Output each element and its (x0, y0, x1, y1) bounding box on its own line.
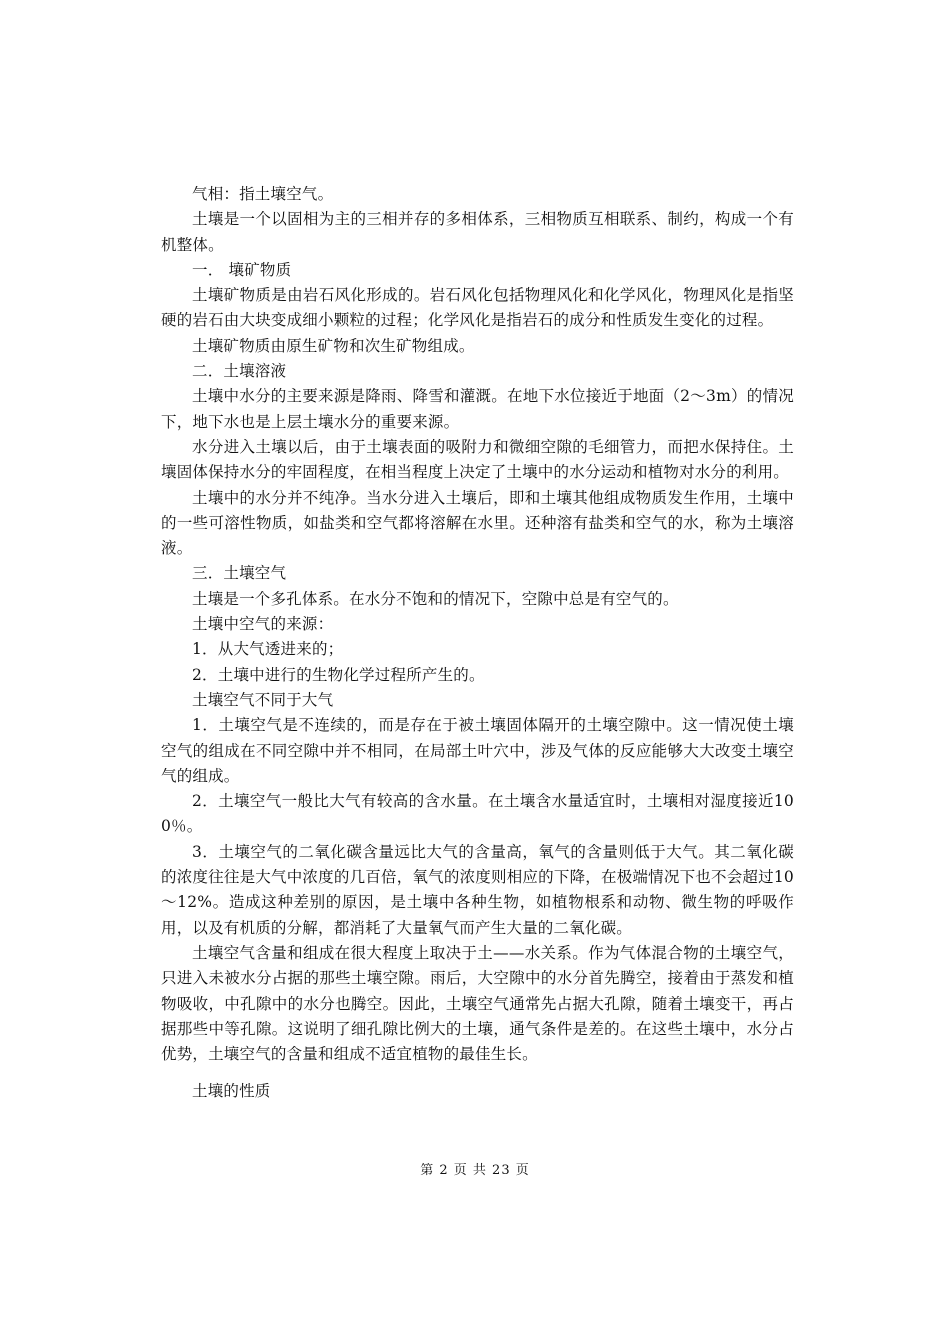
page-indicator: 第 2 页 共 23 页 (420, 1163, 530, 1178)
heading-soil-air: 三．土壤空气 (192, 564, 287, 583)
heading-soil-solution: 二．土壤溶液 (192, 362, 287, 381)
paragraph-porous-system: 土壤是一个多孔体系。在水分不饱和的情况下，空隙中总是有空气的。 (192, 589, 679, 608)
heading-soil-minerals: 一． 壤矿物质 (192, 260, 292, 279)
document-body (161, 182, 794, 1105)
paragraph-soil-water-relation: 土壤空气含量和组成在很大程度上取决于土——水关系。作为气体混合物的土壤空气，只进入未被水分占据的那些土壤空隙。雨后，大空隙中的水分首先腾空，接着由于蒸发和植物吸收，中孔隙中的水分也腾空。因此，土壤空气通常先占据大孔隙，随着土壤变干，再占据那些中等孔隙。这说明了细孔隙比例大的土壤，通气条件是差的。在这些土壤中，水分占优势，土壤空气的含量和组成不适宜植物的最佳生长。 (161, 943, 794, 1064)
list-item-difference-2: 2．土壤空气一般比大气有较高的含水量。在土壤含水量适宜时，土壤相对湿度接近100％。 (161, 792, 794, 836)
paragraph-mineral-composition: 土壤矿物质由原生矿物和次生矿物组成。 (192, 336, 475, 355)
heading-air-differences: 土壤空气不同于大气 (192, 690, 334, 709)
heading-soil-properties: 土壤的性质 (192, 1082, 271, 1101)
paragraph-water-sources: 土壤中水分的主要来源是降雨、降雪和灌溉。在地下水位接近于地面（2～3m）的情况下，地下水也是上层土壤水分的重要来源。 (161, 387, 794, 431)
paragraph-air-sources-intro: 土壤中空气的来源： (192, 615, 334, 634)
list-item-air-source-1: 1．从大气透进来的； (192, 640, 344, 659)
paragraph-weathering: 土壤矿物质是由岩石风化形成的。岩石风化包括物理风化和化学风化，物理风化是指坚硬的岩石由大块变成细小颗粒的过程；化学风化是指岩石的成分和性质发生变化的过程。 (161, 286, 794, 330)
paragraph-gas-phase: 气相：指土壤空气。 (192, 185, 334, 203)
paragraph-soil-solution-definition: 土壤中的水分并不纯净。当水分进入土壤后，即和土壤其他组成物质发生作用，土壤中的一些可溶性物质，如盐类和空气都将溶解在水里。还种溶有盐类和空气的水，称为土壤溶液。 (161, 488, 794, 558)
paragraph-water-retention: 水分进入土壤以后，由于土壤表面的吸附力和微细空隙的毛细管力，而把水保持住。土壤固体保持水分的牢固程度，在相当程度上决定了土壤中的水分运动和植物对水分的利用。 (161, 437, 794, 482)
list-item-air-source-2: 2．土壤中进行的生物化学过程所产生的。 (192, 665, 485, 684)
section-gap (161, 1067, 794, 1079)
list-item-difference-1: 1．土壤空气是不连续的，而是存在于被土壤固体隔开的土壤空隙中。这一情况使土壤空气的组成在不同空隙中并不相同，在局部土叶穴中，涉及气体的反应能够大大改变土壤空气的组成。 (161, 716, 794, 785)
paragraph-soil-system: 土壤是一个以固相为主的三相并存的多相体系，三相物质互相联系、制约，构成一个有机整体。 (161, 210, 794, 254)
list-item-difference-3: 3．土壤空气的二氧化碳含量远比大气的含量高，氧气的含量则低于大气。其二氧化碳的浓度往往是大气中浓度的几百倍，氧气的浓度则相应的下降，在极端情况下也不会超过10～12%。造成这种差别的原因，是土壤中各种生物，如植物根系和动物、微生物的呼吸作用，以及有机质的分解，都消耗了大量氧气而产生大量的二氧化碳。 (161, 842, 794, 937)
